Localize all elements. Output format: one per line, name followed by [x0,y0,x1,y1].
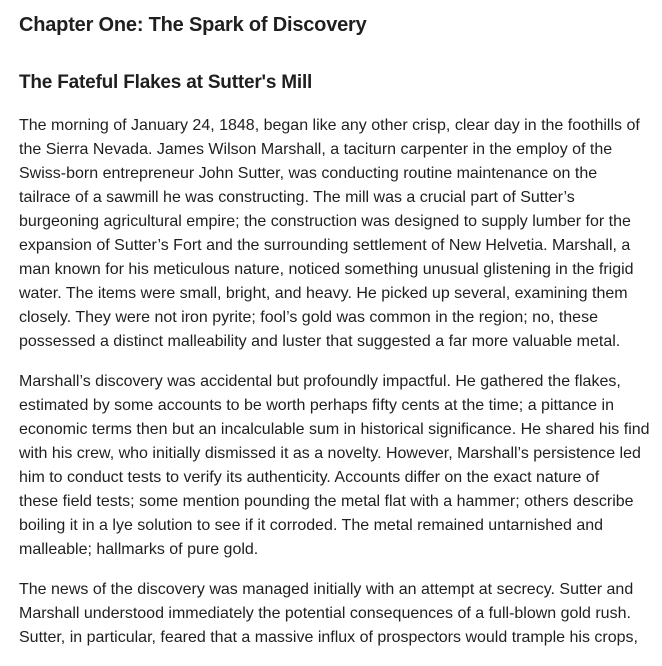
text-line: Swiss-born entrepreneur John Sutter, was conducting routine maintenance on the [19,165,598,182]
paragraph [19,370,650,562]
text-line: Marshall’s discovery was accidental but profoundly impactful. He gathered the flakes, [19,373,621,390]
text-line: man known for his meticulous nature, noticed something unusual glistening in the frigid [19,261,634,278]
text-line: these field tests; some mention pounding the metal flat with a hammer; others describe [19,493,634,510]
text-line: expansion of Sutter’s Fort and the surrounding settlement of New Helvetia. Marshall, a [19,237,631,254]
chapter-title: Chapter One: The Spark of Discovery [19,14,367,36]
text-line: possessed a distinct malleability and luster that suggested a far more valuable metal. [19,333,621,350]
text-line: Marshall understood immediately the potential consequences of a full-blown gold rush. [19,605,631,622]
text-line: malleable; hallmarks of pure gold. [19,541,259,558]
text-line: tailrace of a sawmill he was constructing. The mill was a crucial part of Sutter’s [19,189,575,206]
text-line: closely. They were not iron pyrite; fool’s gold was common in the region; no, these [19,309,598,326]
text-line: the Sierra Nevada. James Wilson Marshall, a taciturn carpenter in the employ of the [19,141,613,158]
text-line: economic terms then but an incalculable sum in historical significance. He shared his find [19,421,650,438]
text-line: boiling it in a lye solution to see if it corroded. The metal remained untarnished and [19,517,604,534]
text-line: The news of the discovery was managed initially with an attempt at secrecy. Sutter and [19,581,634,598]
text-line: water. The items were small, bright, and heavy. He picked up several, examining them [19,285,628,302]
text-line: burgeoning agricultural empire; the construction was designed to supply lumber for the [19,213,631,230]
text-line: Sutter, in particular, feared that a massive influx of prospectors would trample his crops, [19,629,638,646]
paragraph [19,114,650,354]
text-line: estimated by some accounts to be worth perhaps fifty cents at the time; a pittance in [19,397,614,414]
document-body [19,114,650,666]
text-line: with his crew, who initially dismissed it as a novelty. However, Marshall’s persistence led [19,445,641,462]
paragraph [19,578,650,650]
text-line: him to conduct tests to verify its authenticity. Accounts differ on the exact nature of [19,469,600,486]
text-line: The morning of January 24, 1848, began like any other crisp, clear day in the foothills of [19,117,640,134]
section-title: The Fateful Flakes at Sutter's Mill [19,72,313,93]
